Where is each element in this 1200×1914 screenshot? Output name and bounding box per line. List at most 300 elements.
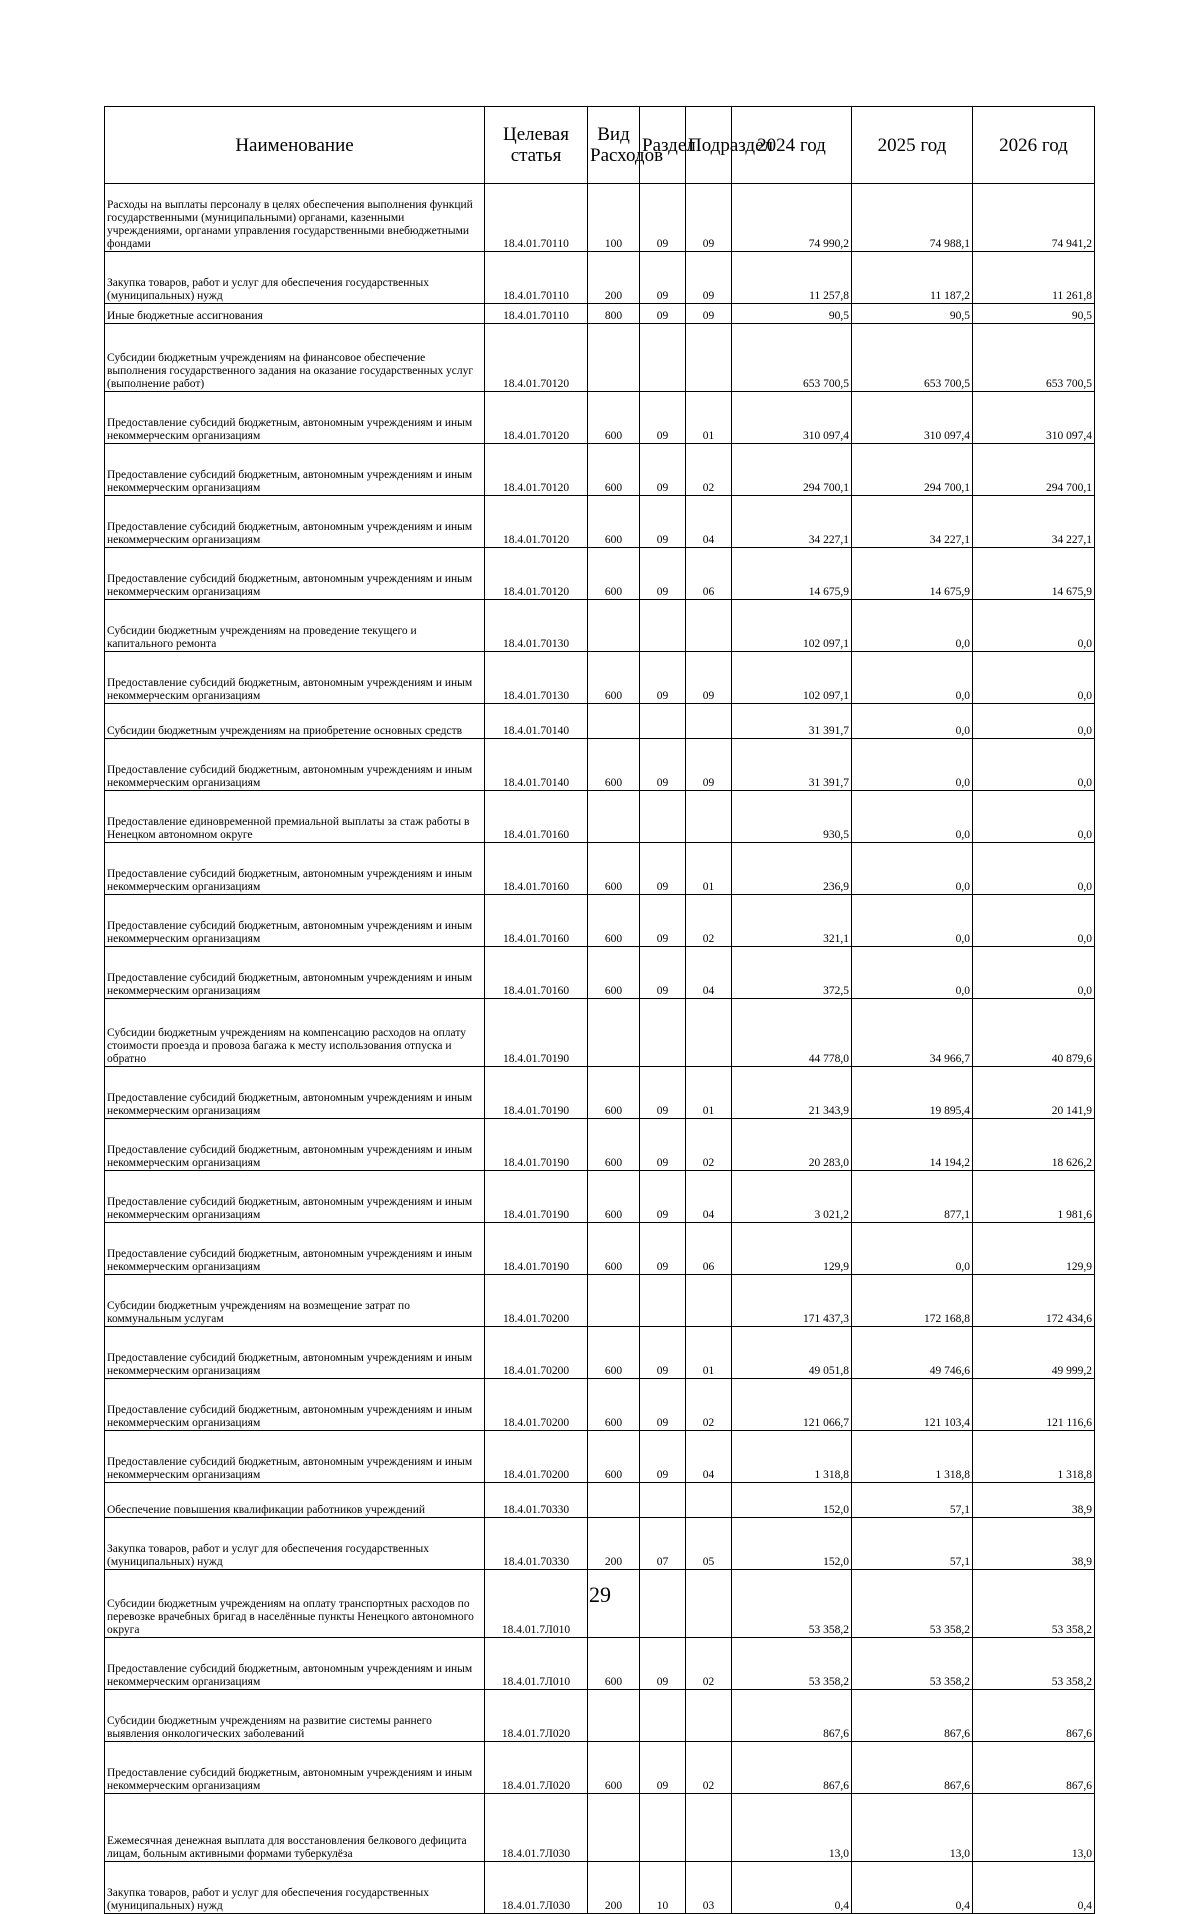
cell-y2025: 34 227,1 [852, 496, 973, 548]
cell-razd: 09 [640, 1327, 686, 1379]
cell-y2024: 294 700,1 [732, 444, 852, 496]
cell-name: Субсидии бюджетным учреждениям на проведение текущего и капитального ремонта [105, 600, 485, 652]
cell-razd [640, 1483, 686, 1518]
cell-name: Предоставление субсидий бюджетным, автономным учреждениям и иным некоммерческим организациям [105, 1327, 485, 1379]
cell-y2025: 121 103,4 [852, 1379, 973, 1431]
cell-y2024: 90,5 [732, 304, 852, 324]
cell-podr: 01 [686, 843, 732, 895]
table-row [105, 600, 1095, 652]
table-row [105, 324, 1095, 392]
cell-vid: 600 [588, 652, 640, 704]
header-2026: 2026 год [973, 107, 1095, 184]
cell-y2024: 21 343,9 [732, 1067, 852, 1119]
cell-y2025: 0,0 [852, 600, 973, 652]
cell-y2024: 867,6 [732, 1742, 852, 1794]
cell-razd: 09 [640, 843, 686, 895]
cell-razd: 09 [640, 1119, 686, 1171]
cell-y2024: 930,5 [732, 791, 852, 843]
cell-y2026: 49 999,2 [973, 1327, 1095, 1379]
cell-code: 18.4.01.7Л010 [485, 1570, 588, 1638]
cell-y2025: 53 358,2 [852, 1570, 973, 1638]
cell-vid [588, 704, 640, 739]
cell-code: 18.4.01.70200 [485, 1379, 588, 1431]
cell-y2025: 0,0 [852, 947, 973, 999]
cell-name: Закупка товаров, работ и услуг для обеспечения государственных (муниципальных) нужд [105, 252, 485, 304]
table-row [105, 304, 1095, 324]
cell-podr: 01 [686, 1327, 732, 1379]
cell-y2025: 0,0 [852, 652, 973, 704]
header-podr: Подраздел [686, 107, 732, 184]
cell-y2025: 877,1 [852, 1171, 973, 1223]
table-row [105, 1690, 1095, 1742]
cell-vid: 600 [588, 1742, 640, 1794]
cell-y2025: 49 746,6 [852, 1327, 973, 1379]
cell-y2025: 14 194,2 [852, 1119, 973, 1171]
cell-y2025: 74 988,1 [852, 184, 973, 252]
cell-y2024: 653 700,5 [732, 324, 852, 392]
table-row [105, 999, 1095, 1067]
table-row [105, 496, 1095, 548]
cell-razd: 09 [640, 1067, 686, 1119]
cell-name: Предоставление субсидий бюджетным, автономным учреждениям и иным некоммерческим организациям [105, 843, 485, 895]
cell-name: Предоставление единовременной премиальной выплаты за стаж работы в Ненецком автономном округе [105, 791, 485, 843]
cell-podr: 01 [686, 392, 732, 444]
cell-razd: 09 [640, 184, 686, 252]
cell-y2025: 0,0 [852, 739, 973, 791]
cell-vid [588, 1690, 640, 1742]
cell-code: 18.4.01.70160 [485, 791, 588, 843]
budget-table [104, 106, 1095, 1914]
cell-vid: 200 [588, 1862, 640, 1914]
cell-y2026: 867,6 [973, 1742, 1095, 1794]
cell-name: Предоставление субсидий бюджетным, автономным учреждениям и иным некоммерческим организациям [105, 1742, 485, 1794]
cell-razd: 09 [640, 1742, 686, 1794]
cell-code: 18.4.01.70130 [485, 600, 588, 652]
cell-y2026: 38,9 [973, 1483, 1095, 1518]
cell-y2026: 40 879,6 [973, 999, 1095, 1067]
cell-y2024: 14 675,9 [732, 548, 852, 600]
cell-y2025: 90,5 [852, 304, 973, 324]
cell-code: 18.4.01.70190 [485, 1067, 588, 1119]
cell-podr [686, 791, 732, 843]
cell-vid: 600 [588, 1171, 640, 1223]
cell-razd: 09 [640, 1431, 686, 1483]
cell-vid: 600 [588, 739, 640, 791]
table-row [105, 1067, 1095, 1119]
cell-podr [686, 1483, 732, 1518]
cell-code: 18.4.01.7Л030 [485, 1862, 588, 1914]
cell-podr [686, 1275, 732, 1327]
cell-y2024: 53 358,2 [732, 1638, 852, 1690]
cell-razd [640, 704, 686, 739]
header-code: Целевая статья [485, 107, 588, 184]
table-row [105, 1327, 1095, 1379]
page-number: 29 [589, 1582, 611, 1607]
cell-razd: 09 [640, 1379, 686, 1431]
cell-y2025: 14 675,9 [852, 548, 973, 600]
table-row [105, 1638, 1095, 1690]
cell-vid [588, 999, 640, 1067]
cell-vid: 600 [588, 1431, 640, 1483]
cell-y2026: 53 358,2 [973, 1570, 1095, 1638]
cell-y2026: 11 261,8 [973, 252, 1095, 304]
table-header [105, 107, 1095, 184]
cell-y2024: 13,0 [732, 1794, 852, 1862]
cell-y2024: 102 097,1 [732, 600, 852, 652]
cell-podr [686, 704, 732, 739]
cell-name: Предоставление субсидий бюджетным, автономным учреждениям и иным некоммерческим организациям [105, 1431, 485, 1483]
cell-code: 18.4.01.70130 [485, 652, 588, 704]
header-name: Наименование [105, 107, 485, 184]
cell-y2025: 0,0 [852, 704, 973, 739]
cell-y2026: 34 227,1 [973, 496, 1095, 548]
cell-name: Ежемесячная денежная выплата для восстановления белкового дефицита лицам, больным активными формами туберкулёза [105, 1794, 485, 1862]
cell-razd: 09 [640, 1223, 686, 1275]
cell-y2026: 14 675,9 [973, 548, 1095, 600]
table-row [105, 1483, 1095, 1518]
cell-y2025: 57,1 [852, 1518, 973, 1570]
cell-y2024: 49 051,8 [732, 1327, 852, 1379]
cell-y2025: 19 895,4 [852, 1067, 973, 1119]
cell-code: 18.4.01.70120 [485, 324, 588, 392]
table-row [105, 1862, 1095, 1914]
cell-vid [588, 1275, 640, 1327]
cell-name: Предоставление субсидий бюджетным, автономным учреждениям и иным некоммерческим организациям [105, 1067, 485, 1119]
cell-code: 18.4.01.7Л010 [485, 1638, 588, 1690]
cell-podr: 09 [686, 652, 732, 704]
cell-y2024: 74 990,2 [732, 184, 852, 252]
cell-razd [640, 791, 686, 843]
cell-podr: 01 [686, 1067, 732, 1119]
table-row [105, 1794, 1095, 1862]
cell-podr: 09 [686, 739, 732, 791]
cell-y2025: 867,6 [852, 1690, 973, 1742]
cell-code: 18.4.01.70110 [485, 184, 588, 252]
cell-y2024: 102 097,1 [732, 652, 852, 704]
cell-code: 18.4.01.70120 [485, 444, 588, 496]
cell-razd: 09 [640, 1171, 686, 1223]
cell-vid: 600 [588, 1379, 640, 1431]
cell-podr: 03 [686, 1862, 732, 1914]
cell-code: 18.4.01.70190 [485, 1171, 588, 1223]
cell-y2024: 372,5 [732, 947, 852, 999]
cell-name: Субсидии бюджетным учреждениям на компенсацию расходов на оплату стоимости проезда и провоза багажа к месту использования отпуска и обратно [105, 999, 485, 1067]
cell-vid: 800 [588, 304, 640, 324]
cell-code: 18.4.01.70330 [485, 1518, 588, 1570]
cell-razd: 09 [640, 496, 686, 548]
header-2024: 2024 год [732, 107, 852, 184]
cell-y2025: 0,0 [852, 791, 973, 843]
table-row [105, 843, 1095, 895]
cell-y2024: 53 358,2 [732, 1570, 852, 1638]
cell-podr: 04 [686, 947, 732, 999]
cell-y2025: 0,0 [852, 843, 973, 895]
table-row [105, 184, 1095, 252]
cell-name: Субсидии бюджетным учреждениям на финансовое обеспечение выполнения государственного задания на оказание государственных услуг (выполнение работ) [105, 324, 485, 392]
cell-vid: 600 [588, 895, 640, 947]
cell-code: 18.4.01.70200 [485, 1275, 588, 1327]
cell-y2024: 20 283,0 [732, 1119, 852, 1171]
table-row [105, 252, 1095, 304]
cell-name: Субсидии бюджетным учреждениям на возмещение затрат по коммунальным услугам [105, 1275, 485, 1327]
cell-y2026: 653 700,5 [973, 324, 1095, 392]
cell-y2026: 53 358,2 [973, 1638, 1095, 1690]
cell-y2026: 0,0 [973, 652, 1095, 704]
cell-name: Предоставление субсидий бюджетным, автономным учреждениям и иным некоммерческим организациям [105, 947, 485, 999]
cell-razd [640, 600, 686, 652]
cell-y2026: 90,5 [973, 304, 1095, 324]
cell-razd [640, 324, 686, 392]
cell-razd [640, 1690, 686, 1742]
cell-y2025: 294 700,1 [852, 444, 973, 496]
cell-name: Обеспечение повышения квалификации работников учреждений [105, 1483, 485, 1518]
table-row [105, 895, 1095, 947]
cell-y2024: 236,9 [732, 843, 852, 895]
cell-razd: 09 [640, 252, 686, 304]
cell-y2024: 1 318,8 [732, 1431, 852, 1483]
cell-razd: 09 [640, 444, 686, 496]
cell-y2024: 129,9 [732, 1223, 852, 1275]
cell-razd: 09 [640, 392, 686, 444]
cell-vid: 600 [588, 1119, 640, 1171]
cell-code: 18.4.01.70140 [485, 739, 588, 791]
cell-code: 18.4.01.70140 [485, 704, 588, 739]
cell-vid: 600 [588, 1067, 640, 1119]
cell-podr [686, 324, 732, 392]
cell-vid: 100 [588, 184, 640, 252]
table-row [105, 1742, 1095, 1794]
cell-podr: 09 [686, 184, 732, 252]
cell-razd: 09 [640, 652, 686, 704]
cell-y2025: 0,0 [852, 895, 973, 947]
cell-podr [686, 1690, 732, 1742]
cell-vid: 600 [588, 947, 640, 999]
table-row [105, 739, 1095, 791]
cell-vid [588, 1483, 640, 1518]
cell-podr: 02 [686, 444, 732, 496]
cell-name: Предоставление субсидий бюджетным, автономным учреждениям и иным некоммерческим организациям [105, 1638, 485, 1690]
table-row [105, 548, 1095, 600]
cell-podr: 04 [686, 1431, 732, 1483]
cell-code: 18.4.01.70110 [485, 252, 588, 304]
cell-name: Предоставление субсидий бюджетным, автономным учреждениям и иным некоммерческим организациям [105, 739, 485, 791]
cell-y2024: 3 021,2 [732, 1171, 852, 1223]
cell-y2026: 74 941,2 [973, 184, 1095, 252]
cell-code: 18.4.01.70120 [485, 392, 588, 444]
cell-podr: 09 [686, 304, 732, 324]
cell-code: 18.4.01.7Л020 [485, 1690, 588, 1742]
cell-vid: 200 [588, 252, 640, 304]
cell-vid: 600 [588, 392, 640, 444]
cell-podr [686, 600, 732, 652]
cell-y2024: 11 257,8 [732, 252, 852, 304]
cell-razd: 09 [640, 548, 686, 600]
table-row [105, 1431, 1095, 1483]
cell-y2026: 0,0 [973, 843, 1095, 895]
cell-y2026: 0,0 [973, 791, 1095, 843]
cell-y2024: 34 227,1 [732, 496, 852, 548]
cell-y2026: 1 981,6 [973, 1171, 1095, 1223]
cell-razd: 09 [640, 739, 686, 791]
cell-podr [686, 1794, 732, 1862]
cell-vid: 600 [588, 444, 640, 496]
table-row [105, 1275, 1095, 1327]
cell-podr: 02 [686, 1119, 732, 1171]
cell-name: Предоставление субсидий бюджетным, автономным учреждениям и иным некоммерческим организациям [105, 1223, 485, 1275]
cell-y2024: 121 066,7 [732, 1379, 852, 1431]
cell-podr: 09 [686, 252, 732, 304]
cell-y2025: 172 168,8 [852, 1275, 973, 1327]
cell-razd: 07 [640, 1518, 686, 1570]
table-row [105, 1223, 1095, 1275]
table-row [105, 1171, 1095, 1223]
table-row [105, 444, 1095, 496]
cell-y2024: 152,0 [732, 1518, 852, 1570]
cell-razd: 09 [640, 895, 686, 947]
cell-y2024: 31 391,7 [732, 704, 852, 739]
cell-y2026: 294 700,1 [973, 444, 1095, 496]
cell-y2024: 171 437,3 [732, 1275, 852, 1327]
table-row [105, 947, 1095, 999]
cell-podr: 02 [686, 1379, 732, 1431]
cell-y2026: 0,0 [973, 947, 1095, 999]
cell-code: 18.4.01.70160 [485, 895, 588, 947]
cell-y2025: 53 358,2 [852, 1638, 973, 1690]
cell-vid: 600 [588, 1638, 640, 1690]
cell-y2026: 38,9 [973, 1518, 1095, 1570]
cell-y2024: 321,1 [732, 895, 852, 947]
cell-podr: 04 [686, 1171, 732, 1223]
cell-vid [588, 791, 640, 843]
cell-podr: 02 [686, 1742, 732, 1794]
table-row [105, 1379, 1095, 1431]
table-row [105, 1518, 1095, 1570]
cell-name: Субсидии бюджетным учреждениям на развитие системы раннего выявления онкологических заболеваний [105, 1690, 485, 1742]
cell-name: Предоставление субсидий бюджетным, автономным учреждениям и иным некоммерческим организациям [105, 1119, 485, 1171]
cell-y2026: 0,0 [973, 739, 1095, 791]
cell-name: Предоставление субсидий бюджетным, автономным учреждениям и иным некоммерческим организациям [105, 496, 485, 548]
cell-y2025: 653 700,5 [852, 324, 973, 392]
cell-y2026: 172 434,6 [973, 1275, 1095, 1327]
cell-code: 18.4.01.70110 [485, 304, 588, 324]
cell-y2026: 0,0 [973, 704, 1095, 739]
cell-name: Предоставление субсидий бюджетным, автономным учреждениям и иным некоммерческим организациям [105, 444, 485, 496]
cell-y2026: 0,0 [973, 895, 1095, 947]
table-row [105, 392, 1095, 444]
header-2025: 2025 год [852, 107, 973, 184]
cell-vid: 600 [588, 1327, 640, 1379]
cell-code: 18.4.01.70120 [485, 548, 588, 600]
cell-name: Предоставление субсидий бюджетным, автономным учреждениям и иным некоммерческим организациям [105, 895, 485, 947]
cell-podr: 02 [686, 895, 732, 947]
cell-y2026: 0,4 [973, 1862, 1095, 1914]
cell-razd [640, 1794, 686, 1862]
cell-y2025: 34 966,7 [852, 999, 973, 1067]
cell-y2024: 152,0 [732, 1483, 852, 1518]
cell-razd: 09 [640, 947, 686, 999]
cell-code: 18.4.01.70330 [485, 1483, 588, 1518]
cell-name: Предоставление субсидий бюджетным, автономным учреждениям и иным некоммерческим организациям [105, 1379, 485, 1431]
header-razd: Раздел [640, 107, 686, 184]
cell-podr [686, 999, 732, 1067]
cell-vid: 600 [588, 548, 640, 600]
cell-podr: 06 [686, 1223, 732, 1275]
cell-vid: 600 [588, 843, 640, 895]
cell-y2026: 0,0 [973, 600, 1095, 652]
cell-vid [588, 1794, 640, 1862]
cell-podr: 05 [686, 1518, 732, 1570]
cell-vid: 600 [588, 496, 640, 548]
cell-y2025: 0,0 [852, 1223, 973, 1275]
cell-code: 18.4.01.70200 [485, 1327, 588, 1379]
cell-name: Предоставление субсидий бюджетным, автономным учреждениям и иным некоммерческим организациям [105, 392, 485, 444]
cell-y2026: 20 141,9 [973, 1067, 1095, 1119]
cell-razd: 10 [640, 1862, 686, 1914]
cell-podr: 02 [686, 1638, 732, 1690]
cell-y2024: 44 778,0 [732, 999, 852, 1067]
cell-y2026: 129,9 [973, 1223, 1095, 1275]
cell-y2024: 867,6 [732, 1690, 852, 1742]
cell-code: 18.4.01.7Л020 [485, 1742, 588, 1794]
cell-razd: 09 [640, 304, 686, 324]
cell-podr: 04 [686, 496, 732, 548]
table-body [105, 184, 1095, 1914]
cell-code: 18.4.01.70190 [485, 1119, 588, 1171]
cell-name: Предоставление субсидий бюджетным, автономным учреждениям и иным некоммерческим организациям [105, 652, 485, 704]
table-row [105, 1119, 1095, 1171]
cell-code: 18.4.01.70160 [485, 843, 588, 895]
cell-code: 18.4.01.70190 [485, 999, 588, 1067]
cell-y2025: 1 318,8 [852, 1431, 973, 1483]
cell-y2025: 57,1 [852, 1483, 973, 1518]
cell-name: Закупка товаров, работ и услуг для обеспечения государственных (муниципальных) нужд [105, 1862, 485, 1914]
header-vid: Вид Расходов [588, 107, 640, 184]
cell-name: Расходы на выплаты персоналу в целях обеспечения выполнения функций государственными (муниципальными) органами, казенными учреждениями, органами управления государственными внебюджетными фондами [105, 184, 485, 252]
cell-name: Предоставление субсидий бюджетным, автономным учреждениям и иным некоммерческим организациям [105, 1171, 485, 1223]
cell-y2025: 13,0 [852, 1794, 973, 1862]
cell-y2026: 1 318,8 [973, 1431, 1095, 1483]
cell-code: 18.4.01.70200 [485, 1431, 588, 1483]
cell-y2026: 13,0 [973, 1794, 1095, 1862]
cell-code: 18.4.01.7Л030 [485, 1794, 588, 1862]
cell-name: Иные бюджетные ассигнования [105, 304, 485, 324]
cell-razd: 09 [640, 1638, 686, 1690]
cell-name: Закупка товаров, работ и услуг для обеспечения государственных (муниципальных) нужд [105, 1518, 485, 1570]
cell-code: 18.4.01.70120 [485, 496, 588, 548]
cell-vid [588, 324, 640, 392]
table-row [105, 704, 1095, 739]
cell-y2026: 867,6 [973, 1690, 1095, 1742]
cell-y2025: 11 187,2 [852, 252, 973, 304]
cell-code: 18.4.01.70160 [485, 947, 588, 999]
cell-vid: 600 [588, 1223, 640, 1275]
cell-name: Предоставление субсидий бюджетным, автономным учреждениям и иным некоммерческим организациям [105, 548, 485, 600]
table-row [105, 791, 1095, 843]
cell-y2024: 0,4 [732, 1862, 852, 1914]
cell-vid: 200 [588, 1518, 640, 1570]
cell-y2025: 0,4 [852, 1862, 973, 1914]
cell-y2024: 31 391,7 [732, 739, 852, 791]
cell-razd [640, 1275, 686, 1327]
cell-code: 18.4.01.70190 [485, 1223, 588, 1275]
cell-y2026: 18 626,2 [973, 1119, 1095, 1171]
cell-y2025: 310 097,4 [852, 392, 973, 444]
cell-razd [640, 999, 686, 1067]
cell-y2025: 867,6 [852, 1742, 973, 1794]
cell-name: Субсидии бюджетным учреждениям на оплату транспортных расходов по перевозке врачебных бригад в населённые пункты Ненецкого автономного округа [105, 1570, 485, 1638]
cell-podr: 06 [686, 548, 732, 600]
cell-vid [588, 600, 640, 652]
